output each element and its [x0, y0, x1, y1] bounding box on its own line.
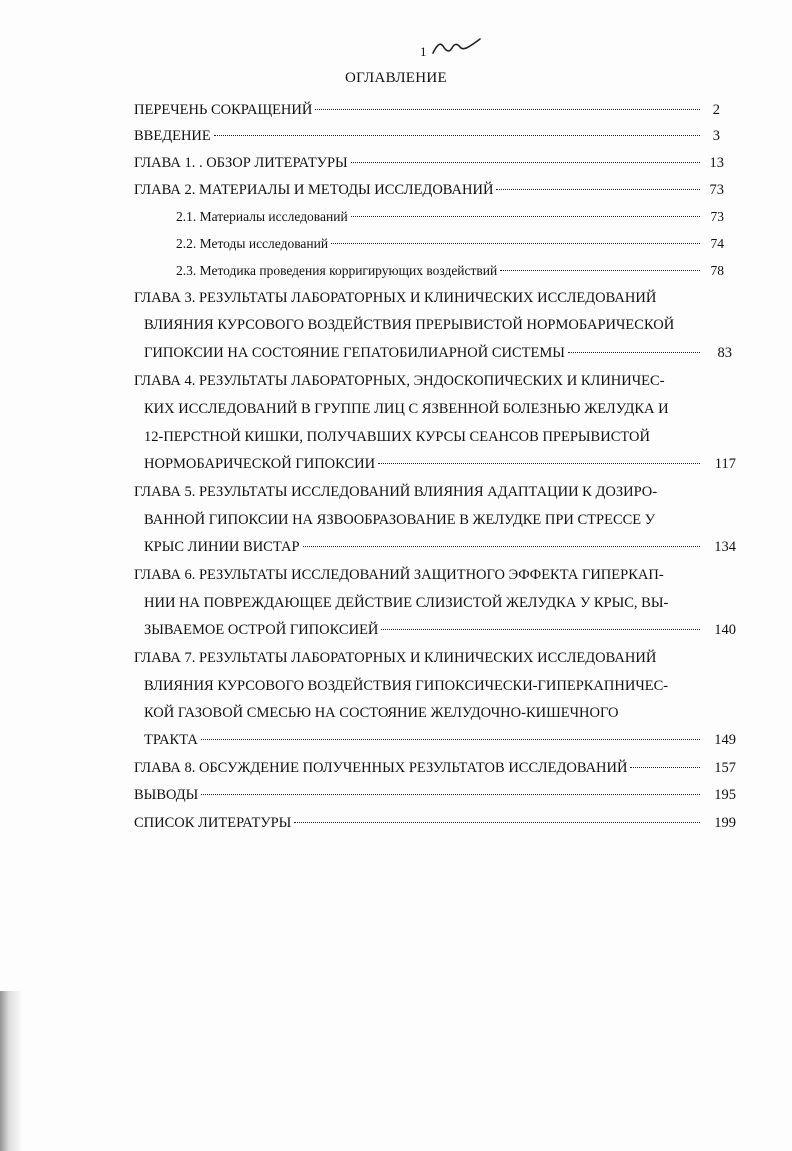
leader-dots: [351, 216, 700, 217]
toc-page-number: 157: [714, 760, 736, 776]
leader-dots: [331, 243, 700, 244]
toc-page-number: 13: [709, 155, 724, 171]
toc-line: [134, 812, 704, 834]
toc-line: 12-ПЕРСТНОЙ КИШКИ, ПОЛУЧАВШИХ КУРСЫ СЕАНСОВ ПРЕРЫВИСТОЙ: [144, 429, 650, 445]
toc-page-number: 83: [717, 345, 732, 361]
toc-text: НОРМОБАРИЧЕСКОЙ ГИПОКСИИ: [144, 456, 376, 472]
toc-line: [134, 99, 704, 121]
leader-dots: [351, 162, 700, 163]
toc-page-number: 149: [714, 732, 736, 748]
toc-page-number: 2: [712, 102, 720, 118]
page-number-row: [420, 34, 482, 60]
toc-text: ГЛАВА 8. ОБСУЖДЕНИЕ ПОЛУЧЕННЫХ РЕЗУЛЬТАТОВ ИССЛЕДОВАНИЙ: [134, 760, 628, 776]
leader-dots: [201, 739, 700, 740]
page-number: 1: [420, 44, 427, 59]
toc-line: [144, 453, 704, 475]
toc-line: ГЛАВА 5. РЕЗУЛЬТАТЫ ИССЛЕДОВАНИЙ ВЛИЯНИЯ АДАПТАЦИИ К ДОЗИРО-: [134, 484, 658, 500]
toc-line: [144, 342, 704, 364]
toc-text: ТРАКТА: [144, 732, 198, 748]
toc-line: КОЙ ГАЗОВОЙ СМЕСЬЮ НА СОСТОЯНИЕ ЖЕЛУДОЧНО-КИШЕЧНОГО: [144, 705, 619, 721]
toc-page-number: 117: [714, 456, 736, 472]
toc-title: ОГЛАВЛЕНИЕ: [345, 70, 447, 86]
toc-line: ГЛАВА 6. РЕЗУЛЬТАТЫ ИССЛЕДОВАНИЙ ЗАЩИТНОГО ЭФФЕКТА ГИПЕРКАП-: [134, 567, 664, 583]
toc-line: [144, 536, 704, 558]
toc-line: ГЛАВА 4. РЕЗУЛЬТАТЫ ЛАБОРАТОРНЫХ, ЭНДОСКОПИЧЕСКИХ И КЛИНИЧЕС-: [134, 373, 665, 389]
toc-text: ПЕРЕЧЕНЬ СОКРАЩЕНИЙ: [134, 102, 313, 118]
toc-page-number: 78: [710, 263, 724, 278]
leader-dots: [568, 352, 700, 353]
toc-text: ВЫВОДЫ: [134, 787, 199, 803]
toc-line: [144, 619, 704, 641]
toc-page-number: 195: [714, 787, 736, 803]
leader-dots: [378, 463, 700, 464]
toc-line: ВЛИЯНИЯ КУРСОВОГО ВОЗДЕЙСТВИЯ ПРЕРЫВИСТОЙ НОРМОБАРИЧЕСКОЙ: [144, 317, 675, 333]
toc-line: [176, 206, 704, 228]
scan-edge-shadow: [0, 991, 22, 1151]
handwritten-mark: [430, 36, 482, 60]
toc-text: ГЛАВА 1. . ОБЗОР ЛИТЕРАТУРЫ: [134, 155, 348, 171]
toc-line: ВАННОЙ ГИПОКСИИ НА ЯЗВООБРАЗОВАНИЕ В ЖЕЛУДКЕ ПРИ СТРЕССЕ У: [144, 512, 656, 528]
toc-line: [134, 125, 704, 147]
leader-dots: [303, 546, 700, 547]
toc-line: [176, 233, 704, 255]
leader-dots: [500, 270, 700, 271]
toc-line: [134, 757, 704, 779]
toc-line: [176, 260, 704, 282]
toc-line: ВЛИЯНИЯ КУРСОВОГО ВОЗДЕЙСТВИЯ ГИПОКСИЧЕСКИ-ГИПЕРКАПНИЧЕС-: [144, 678, 669, 694]
toc-text: ВВЕДЕНИЕ: [134, 128, 211, 144]
toc-line: КИХ ИССЛЕДОВАНИЙ В ГРУППЕ ЛИЦ С ЯЗВЕННОЙ БОЛЕЗНЬЮ ЖЕЛУДКА И: [144, 401, 669, 417]
leader-dots: [315, 109, 700, 110]
toc-line: НИИ НА ПОВРЕЖДАЮЩЕЕ ДЕЙСТВИЕ СЛИЗИСТОЙ ЖЕЛУДКА У КРЫС, ВЫ-: [144, 595, 669, 611]
toc-text: ГЛАВА 2. МАТЕРИАЛЫ И МЕТОДЫ ИССЛЕДОВАНИЙ: [134, 182, 494, 198]
toc-line: [144, 729, 704, 751]
toc-line: [134, 784, 704, 806]
toc-text: СПИСОК ЛИТЕРАТУРЫ: [134, 815, 292, 831]
leader-dots: [294, 822, 700, 823]
toc-text: 2.3. Методика проведения корригирующих воздействий: [176, 263, 498, 278]
toc-page-number: 73: [709, 182, 724, 198]
leader-dots: [630, 767, 700, 768]
toc-page-number: 140: [714, 622, 736, 638]
toc-text: 2.1. Материалы исследований: [176, 209, 348, 224]
toc-line: [134, 152, 704, 174]
toc-line: ГЛАВА 7. РЕЗУЛЬТАТЫ ЛАБОРАТОРНЫХ И КЛИНИЧЕСКИХ ИССЛЕДОВАНИЙ: [134, 650, 657, 666]
toc-page-number: 73: [710, 209, 724, 224]
toc-page-number: 3: [712, 128, 720, 144]
toc-page-number: 134: [714, 539, 736, 555]
toc-line: [134, 179, 704, 201]
toc-line: ГЛАВА 3. РЕЗУЛЬТАТЫ ЛАБОРАТОРНЫХ И КЛИНИЧЕСКИХ ИССЛЕДОВАНИЙ: [134, 290, 657, 306]
leader-dots: [496, 189, 700, 190]
toc-text: 2.2. Методы исследований: [176, 236, 329, 251]
toc-page-number: 199: [714, 815, 736, 831]
leader-dots: [201, 794, 700, 795]
leader-dots: [381, 629, 700, 630]
toc-text: КРЫС ЛИНИИ ВИСТАР: [144, 539, 300, 555]
leader-dots: [214, 135, 700, 136]
toc-page-number: 74: [710, 236, 724, 251]
toc-text: ЗЫВАЕМОЕ ОСТРОЙ ГИПОКСИЕЙ: [144, 622, 379, 638]
toc-text: ГИПОКСИИ НА СОСТОЯНИЕ ГЕПАТОБИЛИАРНОЙ СИСТЕМЫ: [144, 345, 565, 361]
